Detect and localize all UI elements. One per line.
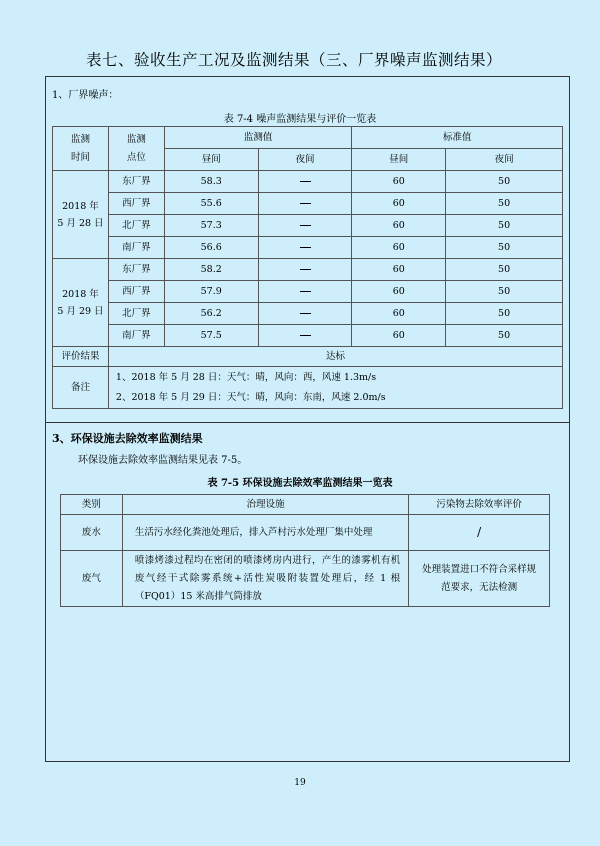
- t2-row-eval: /: [409, 515, 550, 551]
- table-7-5-caption: 表 7-5 环保设施去除效率监测结果一览表: [207, 478, 393, 489]
- table-7-4-caption: 表 7-4 噪声监测结果与评价一览表: [223, 114, 377, 125]
- std-day-cell: 60: [352, 237, 446, 259]
- dash-mark: [300, 203, 311, 204]
- dash-mark: [300, 335, 311, 336]
- day-value-cell: 55.6: [164, 193, 258, 215]
- std-night-cell: 50: [446, 215, 563, 237]
- table-row: [53, 303, 563, 325]
- std-night-cell: 50: [446, 281, 563, 303]
- std-day-cell: 60: [352, 303, 446, 325]
- noise-table: [52, 126, 563, 409]
- night-value-cell: [258, 303, 352, 325]
- point-cell: 北厂界: [108, 303, 164, 325]
- noise-table-body: [53, 171, 563, 347]
- day-value-cell: 58.3: [164, 171, 258, 193]
- point-cell: 北厂界: [108, 215, 164, 237]
- day-value-cell: 58.2: [164, 259, 258, 281]
- header-point: 监测 点位: [108, 127, 164, 171]
- night-value-cell: [258, 325, 352, 347]
- night-value-cell: [258, 171, 352, 193]
- std-day-cell: 60: [352, 193, 446, 215]
- dash-mark: [300, 291, 311, 292]
- section1-label: 1、厂界噪声：: [52, 90, 119, 101]
- dash-mark: [300, 225, 311, 226]
- std-night-cell: 50: [446, 193, 563, 215]
- std-day-cell: 60: [352, 259, 446, 281]
- eval-value: 达标: [108, 347, 562, 367]
- t2-header-category: 类别: [61, 495, 123, 515]
- day-value-cell: 57.5: [164, 325, 258, 347]
- t2-row-facility: 喷漆烤漆过程均在密闭的喷漆烤房内进行，产生的漆雾机有机废气经干式除雾系统+活性炭吸附装置处理后，经 1 根（FQ01）15 米高排气筒排放: [122, 551, 408, 607]
- removal-efficiency-table: [60, 494, 550, 607]
- table-row: [53, 171, 563, 193]
- dash-mark: [300, 269, 311, 270]
- note-2: 2、2018 年 5 月 29 日：天气：晴，风向：东南，风速 2.0m/s: [115, 391, 386, 403]
- day-value-cell: 56.6: [164, 237, 258, 259]
- header-measured: 监测值: [164, 127, 352, 149]
- day-value-cell: 57.9: [164, 281, 258, 303]
- night-value-cell: [258, 237, 352, 259]
- note-1: 1、2018 年 5 月 28 日：天气：晴，风向：西，风速 1.3m/s: [115, 371, 377, 383]
- table-row: [53, 259, 563, 281]
- std-night-cell: 50: [446, 303, 563, 325]
- t2-row-category: 废水: [61, 515, 123, 551]
- dash-mark: [300, 181, 311, 182]
- t2-header-eval: 污染物去除效率评价: [409, 495, 550, 515]
- std-night-cell: 50: [446, 325, 563, 347]
- std-night-cell: 50: [446, 237, 563, 259]
- t2-header-facility: 治理设施: [122, 495, 408, 515]
- header-standard: 标准值: [352, 127, 563, 149]
- table-row: [53, 215, 563, 237]
- point-cell: 东厂界: [108, 259, 164, 281]
- std-day-cell: 60: [352, 325, 446, 347]
- point-cell: 西厂界: [108, 193, 164, 215]
- night-value-cell: [258, 215, 352, 237]
- day-value-cell: 57.3: [164, 215, 258, 237]
- table-row: [53, 193, 563, 215]
- std-day-cell: 60: [352, 171, 446, 193]
- point-cell: 东厂界: [108, 171, 164, 193]
- std-day-cell: 60: [352, 281, 446, 303]
- t2-row-eval: 处理装置进口不符合采样规范要求，无法检测: [409, 551, 550, 607]
- section3-intro: 环保设施去除效率监测结果见表 7-5。: [78, 455, 248, 466]
- date-cell: 2018 年 5 月 28 日: [53, 171, 109, 259]
- dash-mark: [300, 247, 311, 248]
- page-title: 表七、验收生产工况及监测结果（三、厂界噪声监测结果）: [86, 51, 503, 69]
- std-night-cell: 50: [446, 171, 563, 193]
- section3-heading: 3、环保设施去除效率监测结果: [52, 432, 203, 445]
- notes-cell: [108, 367, 562, 409]
- table-row: [53, 281, 563, 303]
- page-number: 19: [294, 778, 306, 788]
- header-std-day: 昼间: [352, 149, 446, 171]
- section-divider: [45, 422, 570, 423]
- t2-row-category: 废气: [61, 551, 123, 607]
- table-row: [53, 325, 563, 347]
- notes-label: 备注: [53, 367, 109, 409]
- header-night: 夜间: [258, 149, 352, 171]
- header-day: 昼间: [164, 149, 258, 171]
- t2-row-facility: 生活污水经化粪池处理后，排入芦村污水处理厂集中处理: [122, 515, 408, 551]
- std-day-cell: 60: [352, 215, 446, 237]
- day-value-cell: 56.2: [164, 303, 258, 325]
- point-cell: 南厂界: [108, 325, 164, 347]
- dash-mark: [300, 313, 311, 314]
- date-cell: 2018 年 5 月 29 日: [53, 259, 109, 347]
- header-std-night: 夜间: [446, 149, 563, 171]
- point-cell: 南厂界: [108, 237, 164, 259]
- night-value-cell: [258, 193, 352, 215]
- std-night-cell: 50: [446, 259, 563, 281]
- header-time: 监测 时间: [53, 127, 109, 171]
- point-cell: 西厂界: [108, 281, 164, 303]
- night-value-cell: [258, 281, 352, 303]
- eval-label: 评价结果: [53, 347, 109, 367]
- night-value-cell: [258, 259, 352, 281]
- table-row: [53, 237, 563, 259]
